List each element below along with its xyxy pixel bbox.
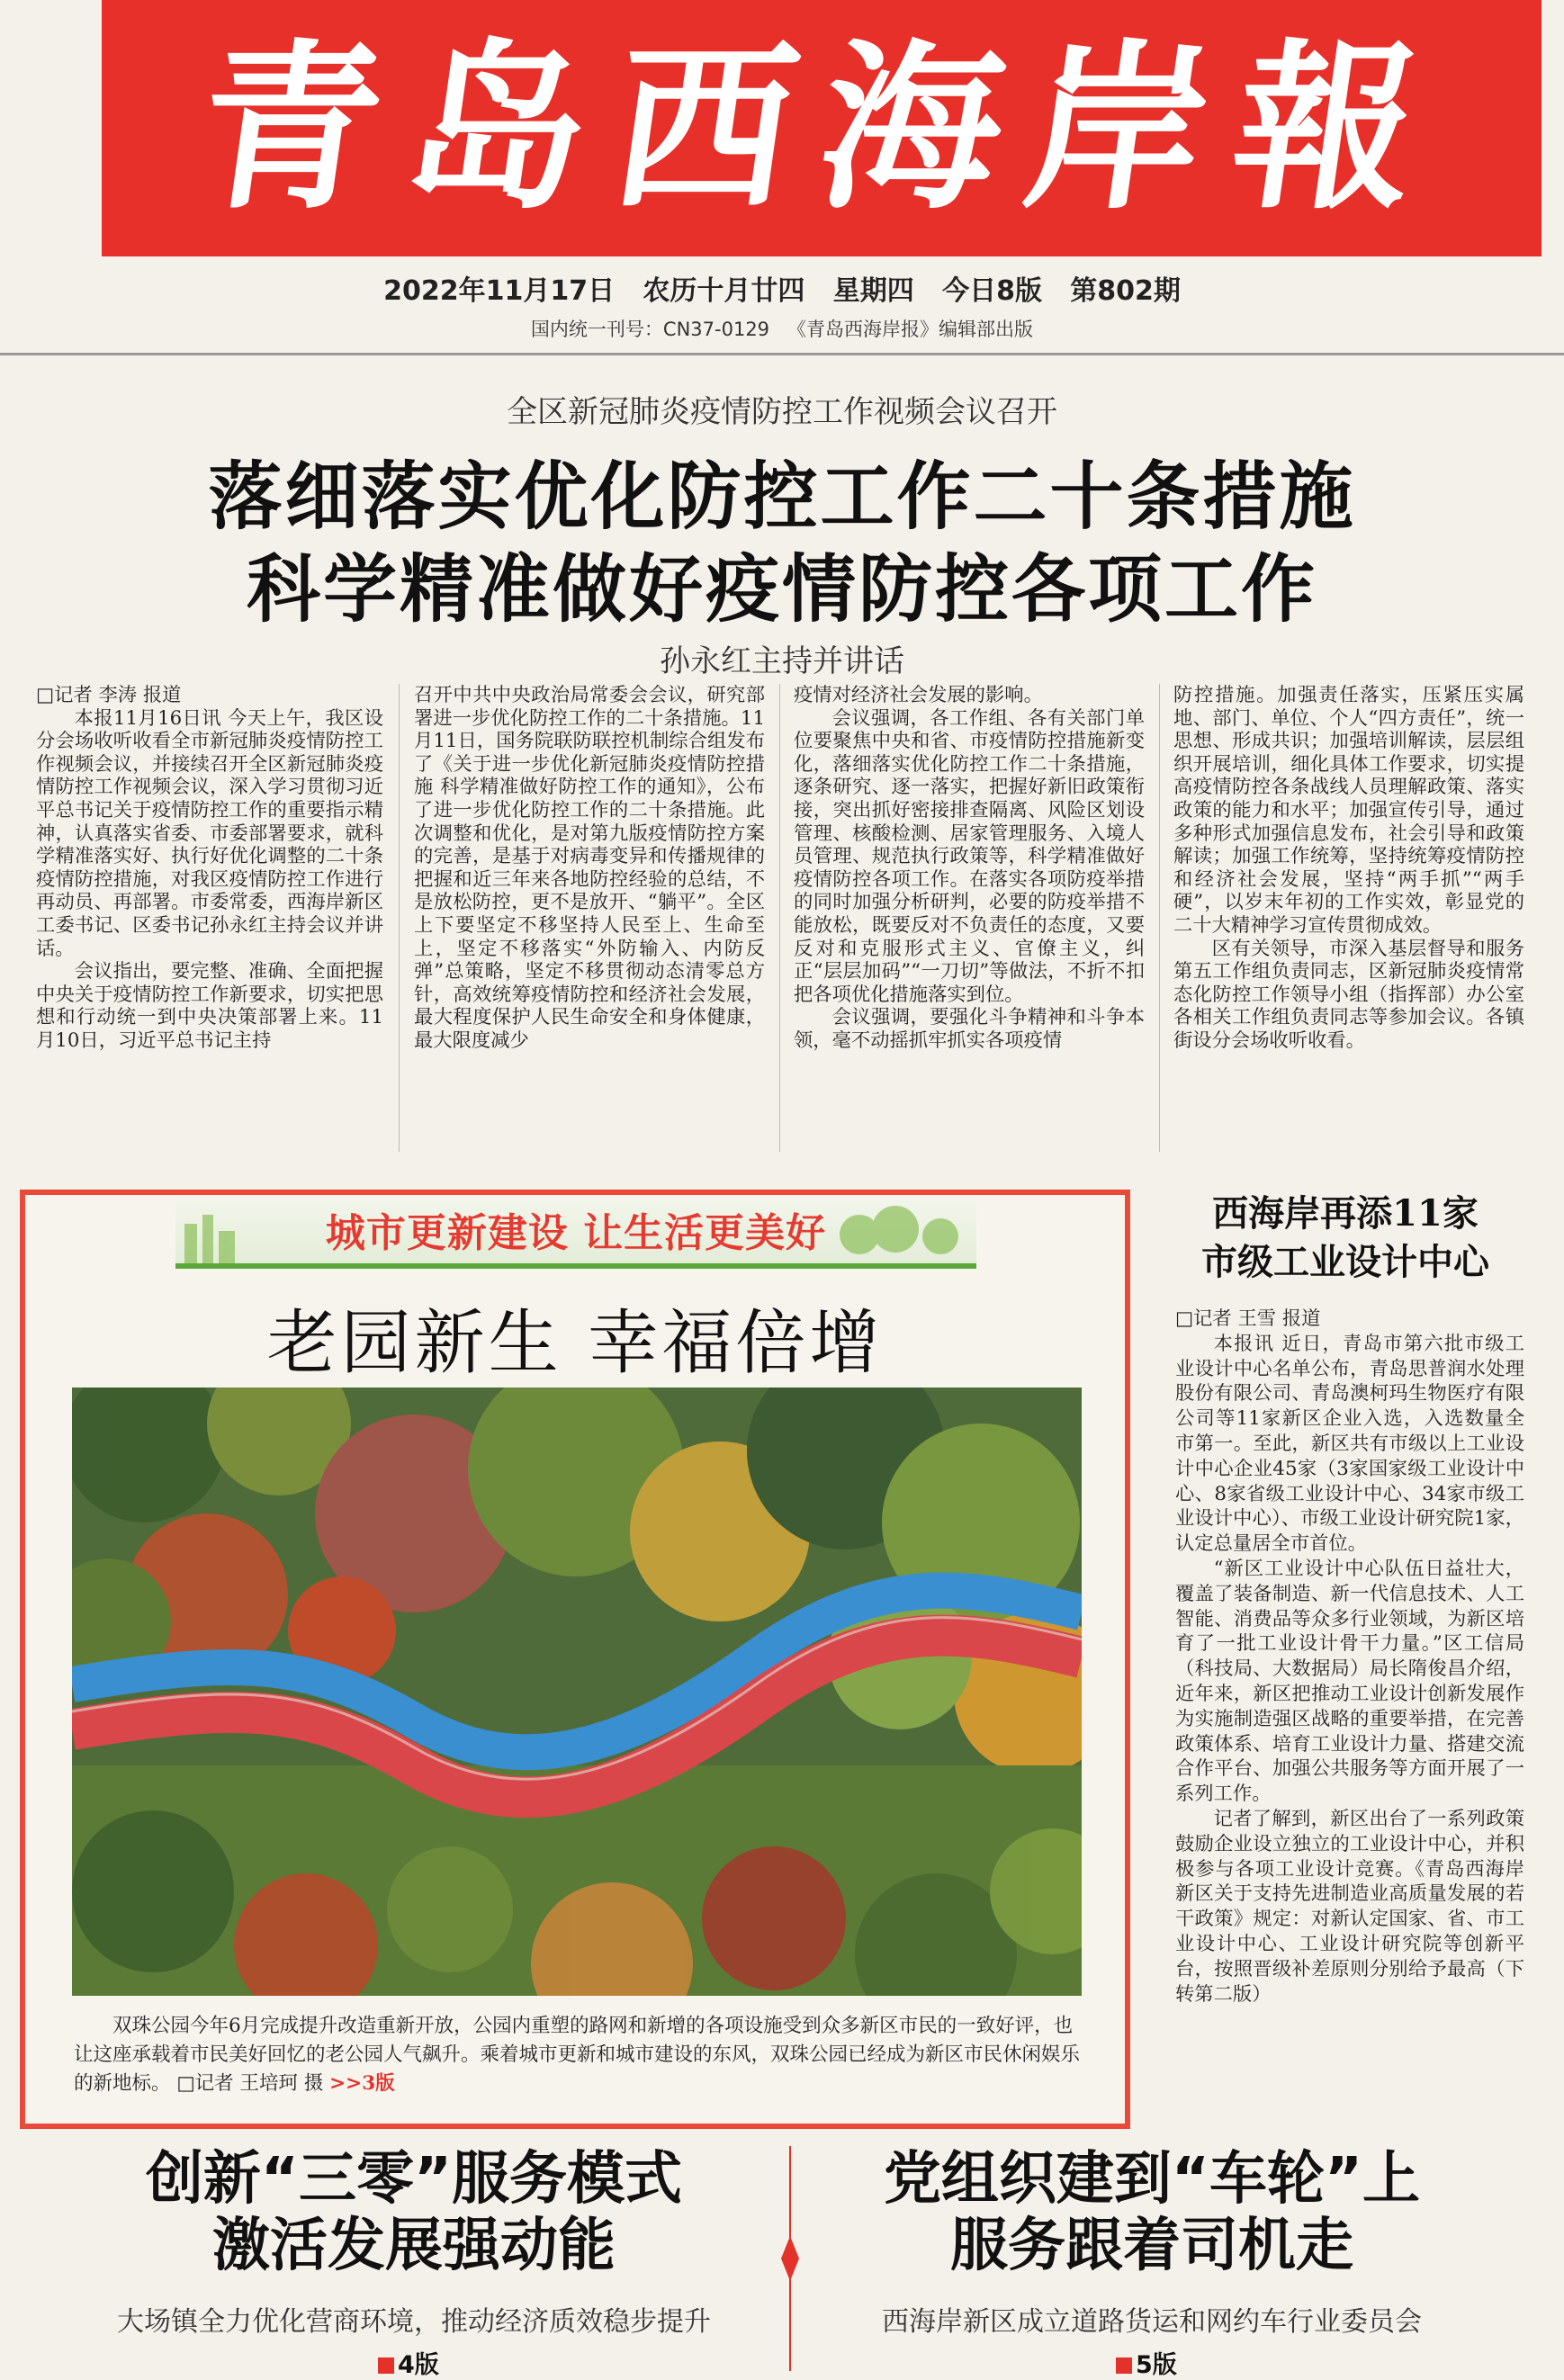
article-paragraph: 召开中共中央政治局常委会会议，研究部署进一步优化防控工作的二十条措施。11月11日，国务院联防联控机制综合组发布了《关于进一步优化新冠肺炎疫情防控措施 科学精准做好防控工作的通知》，公布了进一步优化防控工作的二十条措施。此次调整和优化，是对第九版疫情防控方案的完善，是基于对病毒变异和传播规律的把握和近三年来各地防控经验的总结，不是放松防控，更不是放开、“躺平”。全区上下要坚定不移坚持人民至上、生命至上，坚定不移落实“外防输入、内防反弹”总策略，坚定不移贯彻动态清零总方针，高效统筹疫情防控和经济社会发展，最大程度保护人民生命安全和身体健康，最大限度减少 xyxy=(414,684,765,1052)
lead-column-1 xyxy=(36,684,383,1152)
side-headline-line2: 市级工业设计中心 xyxy=(1201,1241,1489,1283)
side-story-body xyxy=(1175,1307,1524,2116)
red-square-icon xyxy=(1116,2358,1132,2374)
bottom-right-page-marker[interactable] xyxy=(1116,2345,1177,2380)
masthead-title: 青岛西海岸報 xyxy=(185,22,1458,234)
feature-banner xyxy=(175,1197,976,1269)
bottom-left-subhead: 大场镇全力优化营商环境，推动经济质效稳步提升 xyxy=(117,2306,711,2338)
lead-headline-line2: 科学精准做好疫情防控各项工作 xyxy=(246,547,1317,633)
bottom-left-page-marker[interactable] xyxy=(378,2345,439,2380)
dateline: 2022年11月17日 农历十月廿四 星期四 今日8版 第802期 xyxy=(383,275,1181,307)
lead-column-3 xyxy=(794,684,1145,1152)
bottom-right-page-number: 5版 xyxy=(1136,2351,1177,2379)
article-paragraph: 会议强调，各工作组、各有关部门单位要聚焦中央和省、市疫情防控措施新变化，落细落实优化防控工作二十条措施，逐条研究、逐一落实，把握好新旧政策衔接，突出抓好密接排查隔离、风险区划设管理、核酸检测、居家管理服务、入境人员管理、规范执行政策等，科学精准做好疫情防控各项工作。在落实各项防疫举措的同时加强分析研判，必要的防疫举措不能放松，既要反对不负责任的态度，又要反对和克服形式主义、官僚主义，纠正“层层加码”“一刀切”等做法，不折不扣把各项优化措施落实到位。 xyxy=(794,706,1145,1006)
lead-kicker: 全区新冠肺炎疫情防控工作视频会议召开 xyxy=(507,394,1057,430)
article-paragraph: 区有关领导，市深入基层督导和服务第五工作组负责同志，区新冠肺炎疫情常态化防控工作领导小组（指挥部）办公室各相关工作组负责同志等参加会议。各镇街设分会场收听收看。 xyxy=(1173,937,1524,1052)
bottom-left-headline-line2: 激活发展强动能 xyxy=(212,2213,616,2279)
bottom-right-headline-line1: 党组织建到“车轮”上 xyxy=(883,2146,1421,2213)
bottom-left-headline-line1: 创新“三零”服务模式 xyxy=(145,2146,683,2213)
article-paragraph: 防控措施。加强责任落实，压紧压实属地、部门、单位、个人“四方责任”，统一思想、形成共识；加强培训解读，层层组织开展培训，细化具体工作要求，切实提高疫情防控各条战线人员理解政策、落实政策的能力和水平；加强宣传引导，通过多种形式加强信息发布，社会引导和政策解读；加强工作统筹，坚持统筹疫情防控和经济社会发展，坚持“两手抓”“两手硬”，以岁末年初的工作实效，彰显党的二十大精神学习宣传贯彻成效。 xyxy=(1173,684,1524,937)
bottom-right-headline xyxy=(792,2146,1512,2279)
feature-caption-text: 双珠公园今年6月完成提升改造重新开放，公园内重塑的路网和新增的各项设施受到众多新区市民的一致好评，也让这座承载着市民美好回忆的老公园人气飙升。乘着城市更新和城市建设的东风，双珠公园已经成为新区市民休闲娱乐的新地标。 □记者 王培珂 摄 xyxy=(74,2015,1081,2095)
lead-byline: 孙永红主持并讲话 xyxy=(660,643,904,679)
article-paragraph: □记者 李涛 报道 xyxy=(36,684,182,706)
feature-caption xyxy=(74,2012,1082,2098)
feature-banner-text: 城市更新建设 让生活更美好 xyxy=(325,1210,827,1256)
column-divider xyxy=(1159,684,1160,1152)
side-headline xyxy=(1161,1190,1530,1287)
lead-column-2 xyxy=(414,684,765,1152)
publication-info: 国内统一刊号：CN37-0129 《青岛西海岸报》编辑部出版 xyxy=(530,319,1034,340)
red-square-icon xyxy=(378,2358,394,2374)
article-paragraph: 会议指出，要完整、准确、全面把握中央关于疫情防控工作新要求，切实把思想和行动统一到中央决策部署上来。11月10日，习近平总书记主持 xyxy=(36,960,383,1052)
bottom-right-subhead: 西海岸新区成立道路货运和网约车行业委员会 xyxy=(882,2306,1422,2338)
article-paragraph: “新区工业设计中心队伍日益壮大，覆盖了装备制造、新一代信息技术、人工智能、消费品等众多行业领域，为新区培育了一批工业设计骨干力量。”区工信局（科技局、大数据局）局长隋俊昌介绍，近年来，新区把推动工业设计创新发展作为实施制造强区战略的重要举措，在完善政策体系、培育工业设计力量、搭建交流合作平台、加强公共服务等方面开展了一系列工作。 xyxy=(1175,1557,1524,1806)
bottom-left-headline xyxy=(36,2146,792,2279)
side-headline-line1: 西海岸再添11家 xyxy=(1212,1192,1479,1235)
masthead-rule xyxy=(0,353,1564,355)
article-paragraph: □记者 王雪 报道 xyxy=(1175,1307,1321,1330)
feature-page-ref[interactable]: >>3版 xyxy=(329,2072,395,2095)
feature-title: 老园新生 幸福倍增 xyxy=(266,1303,884,1384)
park-aerial-photo xyxy=(72,1388,1082,1996)
article-paragraph: 记者了解到，新区出台了一系列政策鼓励企业设立独立的工业设计中心，并积极参与各项工业设计竞赛。《青岛西海岸新区关于支持先进制造业高质量发展的若干政策》规定：对新认定国家、省、市工业设计中心、工业设计研究院等创新平台，按照晋级补差原则分别给予最高（下转第二版） xyxy=(1175,1807,1524,2006)
bottom-left-page-number: 4版 xyxy=(398,2351,439,2379)
column-divider xyxy=(399,684,400,1152)
article-paragraph: 本报讯 近日，青岛市第六批市级工业设计中心名单公布，青岛思普润水处理股份有限公司、青岛澳柯玛生物医疗有限公司等11家新区企业入选，入选数量全市第一。至此，新区共有市级以上工业设计中心企业45家（3家国家级工业设计中心、8家省级工业设计中心、34家市级工业设计中心）、市级工业设计研究院1家，认定总量居全市首位。 xyxy=(1175,1332,1524,1556)
column-divider xyxy=(779,684,780,1152)
bottom-right-headline-line2: 服务跟着司机走 xyxy=(950,2213,1353,2279)
article-paragraph: 本报11月16日讯 今天上午，我区设分会场收听收看全市新冠肺炎疫情防控工作视频会议，并接续召开全区新冠肺炎疫情防控工作视频会议，深入学习贯彻习近平总书记关于疫情防控工作的重要指示精神，认真落实省委、市委部署要求，就科学精准落实好、执行好优化调整的二十条疫情防控措施，对我区疫情防控工作进行再动员、再部署。市委常委，西海岸新区工委书记、区委书记孙永红主持会议并讲话。 xyxy=(36,706,383,960)
lead-column-4 xyxy=(1173,684,1524,1152)
article-paragraph: 疫情对经济社会发展的影响。 xyxy=(794,684,1043,706)
lead-headline-line1: 落细落实优化防控工作二十条措施 xyxy=(208,454,1356,540)
masthead xyxy=(102,0,1542,256)
park-photo-illustration xyxy=(72,1388,1082,1996)
article-paragraph: 会议强调，要强化斗争精神和斗争本领，毫不动摇抓牢抓实各项疫情 xyxy=(794,1006,1145,1052)
